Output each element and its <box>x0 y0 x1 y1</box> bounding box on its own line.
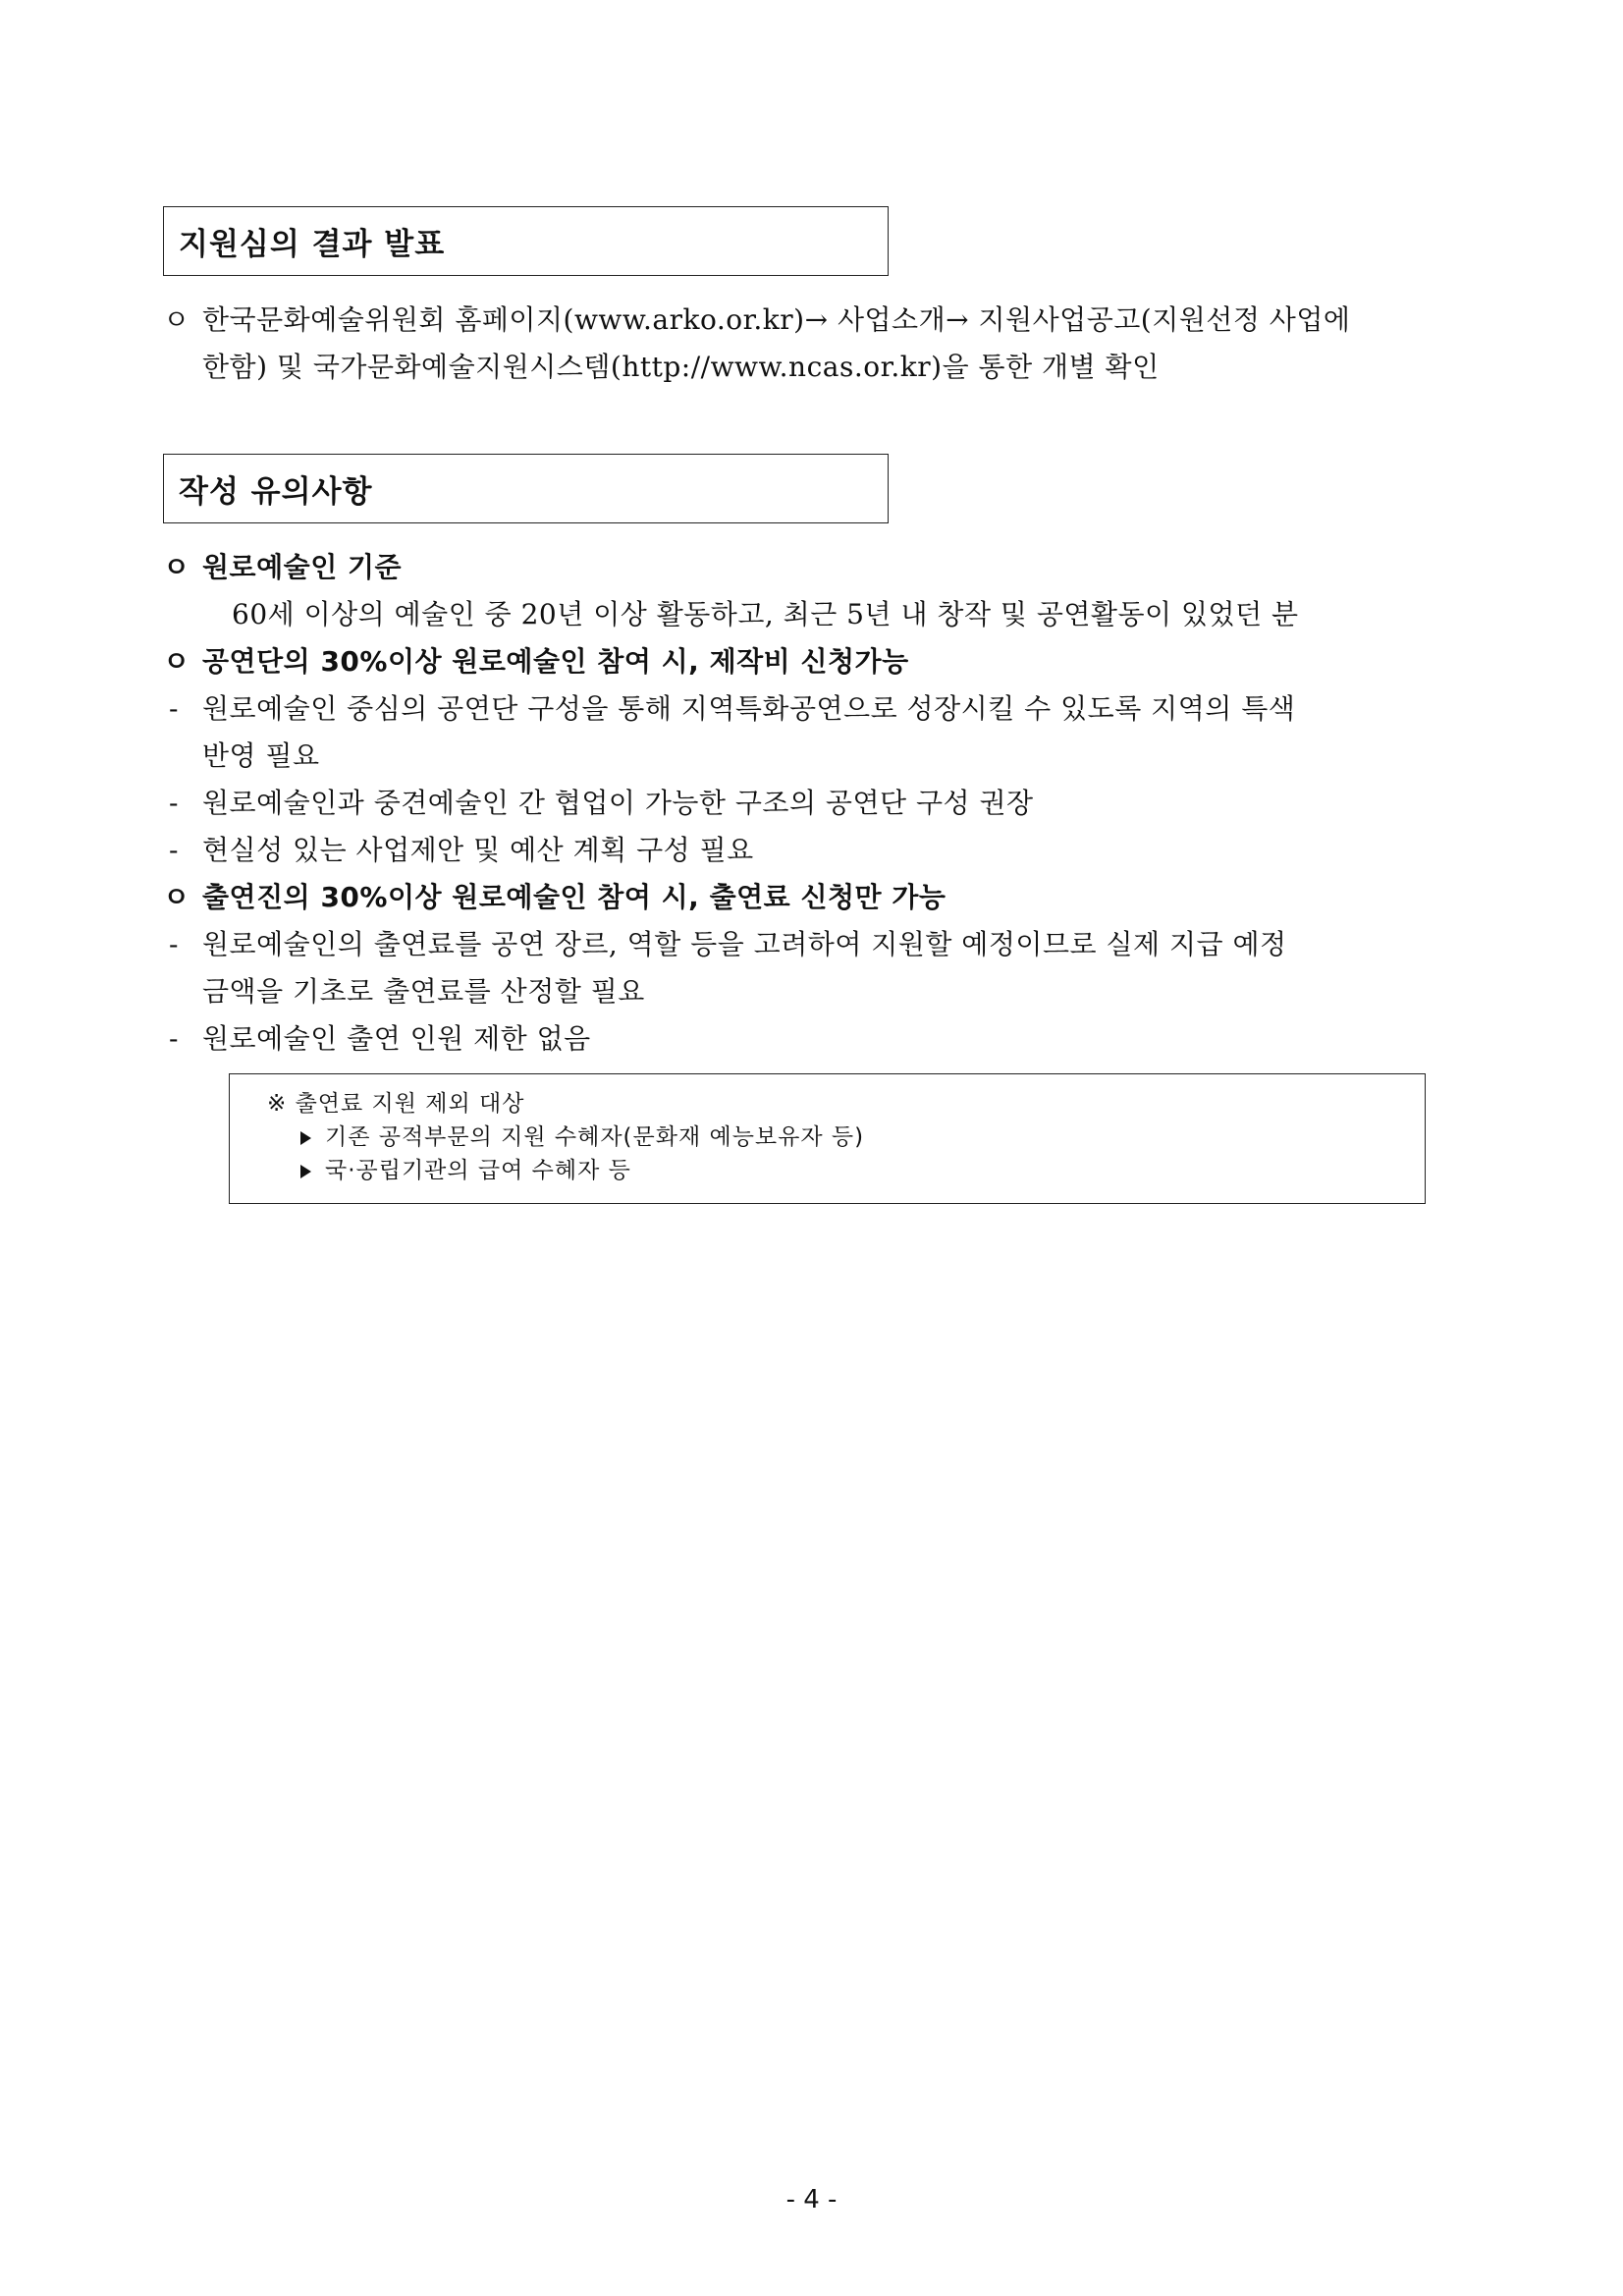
page-number: - 4 - <box>785 2185 838 2214</box>
note-item-1 <box>300 1155 631 1186</box>
section-title-results: 지원심의 결과 발표 <box>163 206 889 276</box>
section-title-notes: 작성 유의사항 <box>163 454 889 523</box>
item-text: 원로예술인 출연 인원 제한 없음 <box>202 1022 591 1055</box>
item-3 <box>169 685 1295 733</box>
item-text: 공연단의 30%이상 원로예술인 참여 시, 제작비 신청가능 <box>202 645 909 678</box>
item-text: 출연진의 30%이상 원로예술인 참여 시, 출연료 신청만 가능 <box>202 881 947 913</box>
item-text: 원로예술인의 출연료를 공연 장르, 역할 등을 고려하여 지원할 예정이므로 실제 지급 예정 <box>202 928 1287 960</box>
item-text: 원로예술인 기준 <box>202 551 403 583</box>
results-line-1 <box>163 297 1350 344</box>
bullet-marker: ㅇ <box>163 645 190 678</box>
item-1: 60세 이상의 예술인 중 20년 이상 활동하고, 최근 5년 내 창작 및 공연활동이 있었던 분 <box>232 598 1299 630</box>
dash-marker: - <box>169 1022 179 1055</box>
dash-marker: - <box>169 834 179 866</box>
item-10 <box>169 1015 591 1063</box>
item-text: 현실성 있는 사업제안 및 예산 계획 구성 필요 <box>202 834 754 866</box>
note-item-text: 기존 공적부문의 지원 수혜자(문화재 예능보유자 등) <box>325 1124 865 1150</box>
item-2 <box>163 638 909 685</box>
note-item-0 <box>300 1121 864 1153</box>
dash-marker: - <box>169 928 179 960</box>
dash-marker: - <box>169 787 179 819</box>
dash-marker: - <box>169 692 179 725</box>
triangle-bullet-icon <box>300 1165 311 1178</box>
item-7 <box>163 874 946 921</box>
item-4: 반영 필요 <box>202 739 320 772</box>
note-title: ※ 출연료 지원 제외 대상 <box>267 1091 525 1117</box>
item-8 <box>169 921 1287 968</box>
results-text-1: 한국문화예술위원회 홈페이지(www.arko.or.kr)→ 사업소개→ 지원사업공고(지원선정 사업에 <box>202 303 1351 336</box>
item-0 <box>163 544 402 591</box>
results-line-2: 한함) 및 국가문화예술지원시스템(http://www.ncas.or.kr)을 통한 개별 확인 <box>202 351 1160 383</box>
item-9: 금액을 기초로 출연료를 산정할 필요 <box>202 975 645 1008</box>
item-text: 원로예술인과 중견예술인 간 협업이 가능한 구조의 공연단 구성 권장 <box>202 787 1034 819</box>
bullet-marker: ㅇ <box>163 881 190 913</box>
item-5 <box>169 780 1034 827</box>
triangle-bullet-icon <box>300 1131 311 1145</box>
bullet-marker: ㅇ <box>163 551 190 583</box>
item-6 <box>169 827 754 874</box>
note-item-text: 국·공립기관의 급여 수혜자 등 <box>325 1158 631 1183</box>
item-text: 원로예술인 중심의 공연단 구성을 통해 지역특화공연으로 성장시킬 수 있도록 지역의 특색 <box>202 692 1296 725</box>
bullet-marker: ㅇ <box>163 303 190 336</box>
exclusion-note-box <box>229 1073 1426 1204</box>
